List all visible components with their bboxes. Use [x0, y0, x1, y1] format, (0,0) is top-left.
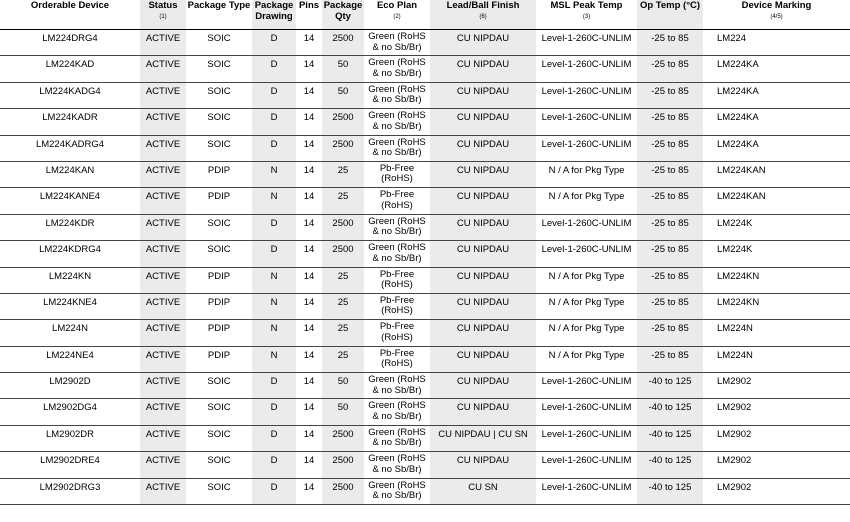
eco-plan-line-2: & no Sb/Br)	[372, 463, 422, 475]
cell-msl-peak-temp: N / A for Pkg Type	[536, 346, 637, 372]
cell-orderable-device: LM224DRG4	[0, 30, 140, 56]
cell-package-drawing: D	[252, 373, 296, 399]
eco-plan-line-2: & no Sb/Br)	[372, 67, 422, 79]
eco-plan-line-1: Pb-Free	[379, 321, 415, 333]
header-package-drawing: Package Drawing	[252, 0, 296, 30]
cell-op-temp: -40 to 125	[637, 478, 703, 504]
cell-orderable-device: LM224KAD	[0, 56, 140, 82]
cell-op-temp: -40 to 125	[637, 373, 703, 399]
cell-orderable-device: LM224KADR	[0, 109, 140, 135]
cell-eco-plan	[364, 214, 430, 240]
cell-package-drawing: N	[252, 293, 296, 319]
table-row	[0, 267, 850, 293]
cell-pins: 14	[296, 188, 322, 214]
cell-package-qty: 2500	[322, 214, 364, 240]
cell-package-qty: 25	[322, 346, 364, 372]
cell-op-temp: -40 to 125	[637, 452, 703, 478]
eco-plan-line-1: Pb-Free	[379, 189, 415, 201]
cell-package-drawing: N	[252, 161, 296, 187]
cell-device-marking: LM224KAN	[703, 188, 850, 214]
eco-plan-line-1: Green (RoHS	[368, 426, 426, 438]
cell-device-marking: LM224N	[703, 320, 850, 346]
cell-status: ACTIVE	[140, 188, 186, 214]
cell-op-temp: -40 to 125	[637, 399, 703, 425]
cell-msl-peak-temp: Level-1-260C-UNLIM	[536, 425, 637, 451]
cell-pins: 14	[296, 399, 322, 425]
eco-plan-line-2: (RoHS)	[381, 199, 413, 211]
cell-status: ACTIVE	[140, 452, 186, 478]
cell-orderable-device: LM224KAN	[0, 161, 140, 187]
cell-package-drawing: D	[252, 30, 296, 56]
cell-pins: 14	[296, 30, 322, 56]
cell-package-drawing: D	[252, 214, 296, 240]
eco-plan-line-2: & no Sb/Br)	[372, 490, 422, 502]
cell-device-marking: LM2902	[703, 452, 850, 478]
table-row	[0, 214, 850, 240]
cell-pins: 14	[296, 373, 322, 399]
eco-plan-line-1: Green (RoHS	[368, 400, 426, 412]
cell-eco-plan	[364, 399, 430, 425]
eco-plan-line-2: (RoHS)	[381, 279, 413, 291]
cell-package-drawing: N	[252, 346, 296, 372]
cell-orderable-device: LM2902DR	[0, 425, 140, 451]
eco-plan-line-1: Green (RoHS	[368, 110, 426, 122]
cell-package-type: SOIC	[186, 478, 252, 504]
cell-orderable-device: LM2902DRE4	[0, 452, 140, 478]
eco-plan-line-1: Pb-Free	[379, 294, 415, 306]
cell-package-qty: 50	[322, 373, 364, 399]
eco-plan-line-2: & no Sb/Br)	[372, 437, 422, 449]
eco-plan-line-2: (RoHS)	[381, 358, 413, 370]
cell-status: ACTIVE	[140, 293, 186, 319]
cell-package-drawing: D	[252, 56, 296, 82]
cell-package-drawing: N	[252, 188, 296, 214]
cell-package-type: SOIC	[186, 109, 252, 135]
cell-package-type: SOIC	[186, 30, 252, 56]
cell-status: ACTIVE	[140, 56, 186, 82]
cell-eco-plan	[364, 30, 430, 56]
cell-orderable-device: LM2902DG4	[0, 399, 140, 425]
cell-package-qty: 25	[322, 161, 364, 187]
cell-op-temp: -25 to 85	[637, 267, 703, 293]
cell-eco-plan	[364, 293, 430, 319]
cell-package-qty: 50	[322, 399, 364, 425]
eco-plan-line-1: Green (RoHS	[368, 215, 426, 227]
cell-package-qty: 50	[322, 82, 364, 108]
cell-package-drawing: N	[252, 320, 296, 346]
cell-device-marking: LM2902	[703, 399, 850, 425]
cell-lead-finish: CU SN	[430, 478, 536, 504]
cell-device-marking: LM2902	[703, 478, 850, 504]
cell-status: ACTIVE	[140, 135, 186, 161]
cell-device-marking: LM224KA	[703, 56, 850, 82]
cell-msl-peak-temp: N / A for Pkg Type	[536, 293, 637, 319]
cell-status: ACTIVE	[140, 399, 186, 425]
table-row	[0, 478, 850, 504]
cell-lead-finish: CU NIPDAU	[430, 320, 536, 346]
cell-package-drawing: N	[252, 267, 296, 293]
cell-op-temp: -25 to 85	[637, 293, 703, 319]
cell-device-marking: LM224KN	[703, 293, 850, 319]
cell-eco-plan	[364, 135, 430, 161]
cell-pins: 14	[296, 293, 322, 319]
eco-plan-line-2: & no Sb/Br)	[372, 94, 422, 106]
cell-eco-plan	[364, 241, 430, 267]
cell-eco-plan	[364, 109, 430, 135]
cell-device-marking: LM224K	[703, 241, 850, 267]
table-row	[0, 293, 850, 319]
cell-op-temp: -25 to 85	[637, 161, 703, 187]
table-row	[0, 241, 850, 267]
cell-pins: 14	[296, 478, 322, 504]
cell-msl-peak-temp: Level-1-260C-UNLIM	[536, 214, 637, 240]
cell-package-drawing: D	[252, 452, 296, 478]
cell-status: ACTIVE	[140, 267, 186, 293]
cell-pins: 14	[296, 320, 322, 346]
cell-status: ACTIVE	[140, 346, 186, 372]
eco-plan-line-1: Pb-Free	[379, 162, 415, 174]
cell-device-marking: LM2902	[703, 373, 850, 399]
cell-package-type: PDIP	[186, 188, 252, 214]
cell-device-marking: LM224KA	[703, 109, 850, 135]
cell-status: ACTIVE	[140, 82, 186, 108]
cell-package-drawing: D	[252, 241, 296, 267]
cell-orderable-device: LM224KANE4	[0, 188, 140, 214]
cell-msl-peak-temp: Level-1-260C-UNLIM	[536, 135, 637, 161]
cell-package-type: SOIC	[186, 425, 252, 451]
cell-pins: 14	[296, 161, 322, 187]
cell-op-temp: -25 to 85	[637, 30, 703, 56]
cell-lead-finish: CU NIPDAU	[430, 161, 536, 187]
cell-package-qty: 25	[322, 293, 364, 319]
cell-package-qty: 2500	[322, 109, 364, 135]
cell-lead-finish: CU NIPDAU	[430, 109, 536, 135]
header-msl-peak-temp: MSL Peak Temp (3)	[536, 0, 637, 30]
cell-op-temp: -25 to 85	[637, 188, 703, 214]
cell-package-drawing: D	[252, 82, 296, 108]
eco-plan-line-2: (RoHS)	[381, 331, 413, 343]
cell-package-type: PDIP	[186, 161, 252, 187]
cell-device-marking: LM224	[703, 30, 850, 56]
table-row	[0, 452, 850, 478]
cell-package-qty: 2500	[322, 241, 364, 267]
eco-plan-line-2: (RoHS)	[381, 305, 413, 317]
header-status: Status (1)	[140, 0, 186, 30]
cell-device-marking: LM224N	[703, 346, 850, 372]
cell-device-marking: LM224KA	[703, 135, 850, 161]
cell-op-temp: -25 to 85	[637, 56, 703, 82]
cell-lead-finish: CU NIPDAU	[430, 30, 536, 56]
cell-op-temp: -25 to 85	[637, 241, 703, 267]
cell-pins: 14	[296, 241, 322, 267]
eco-plan-line-2: & no Sb/Br)	[372, 120, 422, 132]
cell-msl-peak-temp: Level-1-260C-UNLIM	[536, 56, 637, 82]
cell-lead-finish: CU NIPDAU	[430, 399, 536, 425]
cell-package-type: SOIC	[186, 452, 252, 478]
header-package-type: Package Type	[186, 0, 252, 30]
cell-package-type: SOIC	[186, 56, 252, 82]
cell-msl-peak-temp: Level-1-260C-UNLIM	[536, 373, 637, 399]
cell-package-type: SOIC	[186, 241, 252, 267]
cell-op-temp: -25 to 85	[637, 214, 703, 240]
eco-plan-line-1: Green (RoHS	[368, 479, 426, 491]
header-eco-plan: Eco Plan (2)	[364, 0, 430, 30]
eco-plan-line-1: Pb-Free	[379, 347, 415, 359]
cell-lead-finish: CU NIPDAU	[430, 267, 536, 293]
eco-plan-line-2: & no Sb/Br)	[372, 41, 422, 53]
cell-eco-plan	[364, 82, 430, 108]
cell-msl-peak-temp: Level-1-260C-UNLIM	[536, 399, 637, 425]
cell-orderable-device: LM2902D	[0, 373, 140, 399]
table-row	[0, 425, 850, 451]
cell-pins: 14	[296, 82, 322, 108]
cell-package-qty: 2500	[322, 30, 364, 56]
cell-package-qty: 2500	[322, 425, 364, 451]
header-lead-finish: Lead/Ball Finish (6)	[430, 0, 536, 30]
cell-package-qty: 25	[322, 267, 364, 293]
eco-plan-line-2: & no Sb/Br)	[372, 226, 422, 238]
cell-lead-finish: CU NIPDAU	[430, 56, 536, 82]
cell-op-temp: -25 to 85	[637, 320, 703, 346]
cell-eco-plan	[364, 452, 430, 478]
cell-pins: 14	[296, 56, 322, 82]
cell-eco-plan	[364, 161, 430, 187]
eco-plan-line-2: & no Sb/Br)	[372, 252, 422, 264]
table-row	[0, 109, 850, 135]
cell-eco-plan	[364, 373, 430, 399]
header-row	[0, 0, 850, 30]
table-row	[0, 320, 850, 346]
cell-device-marking: LM224KN	[703, 267, 850, 293]
cell-package-qty: 50	[322, 56, 364, 82]
cell-msl-peak-temp: Level-1-260C-UNLIM	[536, 82, 637, 108]
header-op-temp: Op Temp (°C)	[637, 0, 703, 30]
cell-status: ACTIVE	[140, 30, 186, 56]
cell-op-temp: -25 to 85	[637, 109, 703, 135]
eco-plan-line-1: Green (RoHS	[368, 453, 426, 465]
cell-lead-finish: CU NIPDAU	[430, 293, 536, 319]
cell-eco-plan	[364, 478, 430, 504]
cell-package-drawing: D	[252, 425, 296, 451]
cell-msl-peak-temp: N / A for Pkg Type	[536, 188, 637, 214]
table-row	[0, 30, 850, 56]
cell-status: ACTIVE	[140, 214, 186, 240]
cell-orderable-device: LM224KDRG4	[0, 241, 140, 267]
eco-plan-line-1: Green (RoHS	[368, 57, 426, 69]
cell-orderable-device: LM224N	[0, 320, 140, 346]
cell-orderable-device: LM224KDR	[0, 214, 140, 240]
cell-eco-plan	[364, 188, 430, 214]
eco-plan-line-2: (RoHS)	[381, 173, 413, 185]
cell-package-drawing: D	[252, 478, 296, 504]
cell-orderable-device: LM224NE4	[0, 346, 140, 372]
cell-device-marking: LM224KAN	[703, 161, 850, 187]
cell-device-marking: LM2902	[703, 425, 850, 451]
cell-pins: 14	[296, 135, 322, 161]
cell-msl-peak-temp: Level-1-260C-UNLIM	[536, 478, 637, 504]
cell-package-type: PDIP	[186, 346, 252, 372]
cell-status: ACTIVE	[140, 425, 186, 451]
cell-msl-peak-temp: Level-1-260C-UNLIM	[536, 30, 637, 56]
cell-package-qty: 25	[322, 320, 364, 346]
cell-status: ACTIVE	[140, 478, 186, 504]
cell-op-temp: -25 to 85	[637, 346, 703, 372]
table-row	[0, 346, 850, 372]
cell-pins: 14	[296, 267, 322, 293]
cell-status: ACTIVE	[140, 241, 186, 267]
table-row	[0, 56, 850, 82]
cell-op-temp: -25 to 85	[637, 135, 703, 161]
cell-status: ACTIVE	[140, 373, 186, 399]
cell-pins: 14	[296, 452, 322, 478]
cell-op-temp: -40 to 125	[637, 425, 703, 451]
cell-package-drawing: D	[252, 135, 296, 161]
cell-pins: 14	[296, 109, 322, 135]
cell-eco-plan	[364, 320, 430, 346]
table-row	[0, 135, 850, 161]
table-row	[0, 161, 850, 187]
cell-package-type: SOIC	[186, 399, 252, 425]
cell-device-marking: LM224K	[703, 214, 850, 240]
cell-eco-plan	[364, 267, 430, 293]
cell-package-qty: 25	[322, 188, 364, 214]
cell-package-type: SOIC	[186, 135, 252, 161]
cell-pins: 14	[296, 214, 322, 240]
cell-msl-peak-temp: Level-1-260C-UNLIM	[536, 452, 637, 478]
header-pins: Pins	[296, 0, 322, 30]
cell-package-type: SOIC	[186, 214, 252, 240]
eco-plan-line-1: Green (RoHS	[368, 136, 426, 148]
cell-msl-peak-temp: Level-1-260C-UNLIM	[536, 241, 637, 267]
cell-orderable-device: LM224KN	[0, 267, 140, 293]
cell-package-qty: 2500	[322, 478, 364, 504]
eco-plan-line-2: & no Sb/Br)	[372, 384, 422, 396]
eco-plan-line-2: & no Sb/Br)	[372, 147, 422, 159]
cell-eco-plan	[364, 425, 430, 451]
cell-lead-finish: CU NIPDAU | CU SN	[430, 425, 536, 451]
cell-package-type: PDIP	[186, 320, 252, 346]
header-package-qty: Package Qty	[322, 0, 364, 30]
cell-package-qty: 2500	[322, 135, 364, 161]
cell-msl-peak-temp: N / A for Pkg Type	[536, 267, 637, 293]
cell-eco-plan	[364, 56, 430, 82]
cell-status: ACTIVE	[140, 320, 186, 346]
eco-plan-line-1: Green (RoHS	[368, 31, 426, 42]
cell-package-type: PDIP	[186, 267, 252, 293]
cell-status: ACTIVE	[140, 161, 186, 187]
cell-package-type: SOIC	[186, 373, 252, 399]
table-row	[0, 373, 850, 399]
cell-lead-finish: CU NIPDAU	[430, 452, 536, 478]
cell-msl-peak-temp: Level-1-260C-UNLIM	[536, 109, 637, 135]
cell-lead-finish: CU NIPDAU	[430, 373, 536, 399]
cell-package-qty: 2500	[322, 452, 364, 478]
cell-orderable-device: LM2902DRG3	[0, 478, 140, 504]
cell-lead-finish: CU NIPDAU	[430, 188, 536, 214]
cell-lead-finish: CU NIPDAU	[430, 214, 536, 240]
header-device-marking: Device Marking (4/5)	[703, 0, 850, 30]
cell-status: ACTIVE	[140, 109, 186, 135]
cell-pins: 14	[296, 346, 322, 372]
cell-eco-plan	[364, 346, 430, 372]
cell-lead-finish: CU NIPDAU	[430, 135, 536, 161]
cell-orderable-device: LM224KADG4	[0, 82, 140, 108]
eco-plan-line-1: Green (RoHS	[368, 83, 426, 95]
eco-plan-line-1: Green (RoHS	[368, 242, 426, 254]
cell-lead-finish: CU NIPDAU	[430, 241, 536, 267]
eco-plan-line-1: Green (RoHS	[368, 374, 426, 386]
cell-package-type: SOIC	[186, 82, 252, 108]
header-orderable-device: Orderable Device	[0, 0, 140, 30]
eco-plan-line-2: & no Sb/Br)	[372, 410, 422, 422]
eco-plan-line-1: Pb-Free	[379, 268, 415, 280]
cell-msl-peak-temp: N / A for Pkg Type	[536, 161, 637, 187]
cell-pins: 14	[296, 425, 322, 451]
cell-op-temp: -25 to 85	[637, 82, 703, 108]
table-row	[0, 188, 850, 214]
cell-device-marking: LM224KA	[703, 82, 850, 108]
cell-orderable-device: LM224KNE4	[0, 293, 140, 319]
cell-package-drawing: D	[252, 399, 296, 425]
table-row	[0, 399, 850, 425]
cell-lead-finish: CU NIPDAU	[430, 82, 536, 108]
cell-msl-peak-temp: N / A for Pkg Type	[536, 320, 637, 346]
cell-package-drawing: D	[252, 109, 296, 135]
cell-package-type: PDIP	[186, 293, 252, 319]
cell-lead-finish: CU NIPDAU	[430, 346, 536, 372]
table-row	[0, 82, 850, 108]
cell-orderable-device: LM224KADRG4	[0, 135, 140, 161]
